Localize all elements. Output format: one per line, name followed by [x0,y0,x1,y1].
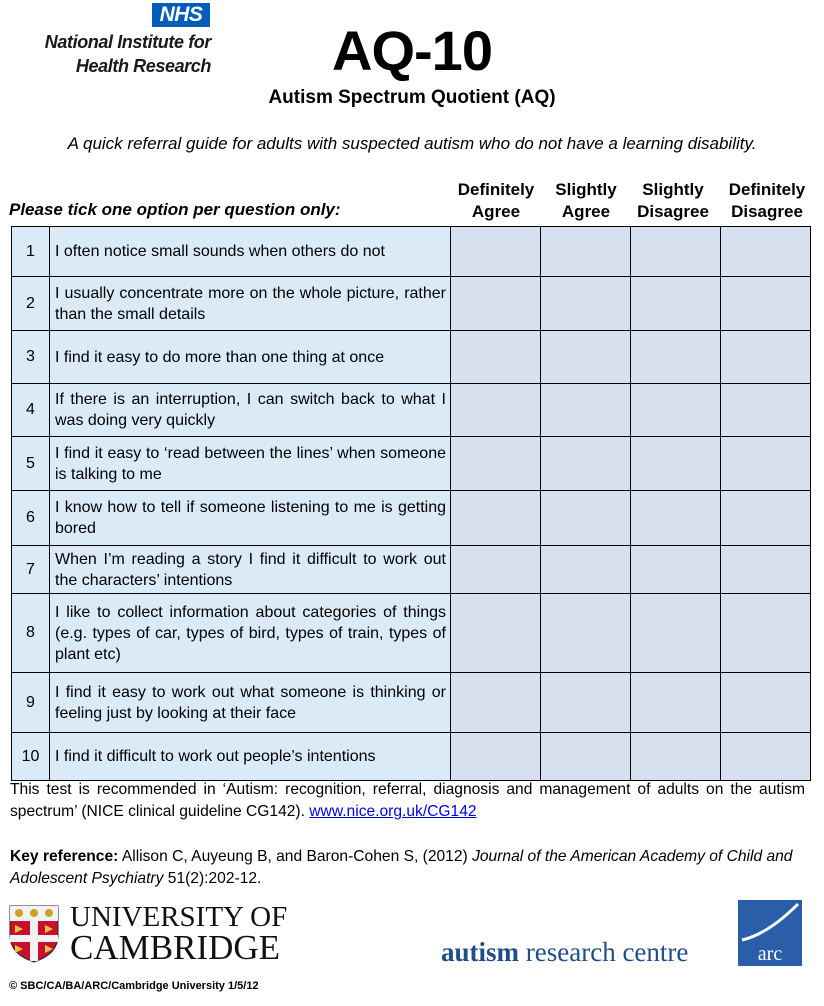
cambridge-wordmark-line2: CAMBRIDGE [70,928,281,967]
answer-cell-definitely-disagree[interactable] [721,594,811,673]
copyright-notice: © SBC/CA/BA/ARC/Cambridge University 1/5/12 [9,980,259,992]
answer-cell-definitely-agree[interactable] [451,546,541,594]
table-row [11,437,811,491]
answer-cell-definitely-agree[interactable] [451,226,541,277]
question-text-content: I find it easy to ‘read between the lines’ when someone is talking to me [55,444,446,483]
table-row [11,733,811,781]
answer-cell-definitely-disagree[interactable] [721,277,811,331]
cambridge-shield-icon [9,905,59,963]
column-header-line1: Slightly [642,180,704,199]
answer-cell-slightly-disagree[interactable] [631,277,721,331]
table-row [11,277,811,331]
question-text-content: I find it easy to do more than one thing at once [55,348,385,366]
key-reference-label: Key reference: [10,848,119,865]
question-text-content: I find it easy to work out what someone is thinking or feeling just by looking at their face [55,683,446,722]
answer-cell-slightly-agree[interactable] [541,331,631,384]
question-text [50,673,451,733]
question-text-content: I often notice small sounds when others do not [55,243,385,260]
intro-text: A quick referral guide for adults with suspected autism who do not have a learning disability. [67,134,757,153]
answer-cell-slightly-disagree[interactable] [631,733,721,781]
question-text [50,331,451,384]
question-text-content: When I’m reading a story I find it difficult to work out the characters’ intentions [55,550,446,589]
question-text-content: If there is an interruption, I can switch back to what I was doing very quickly [55,391,446,429]
answer-cell-slightly-disagree[interactable] [631,437,721,491]
answer-cell-definitely-disagree[interactable] [721,673,811,733]
answer-cell-slightly-agree[interactable] [541,594,631,673]
answer-cell-definitely-agree[interactable] [451,277,541,331]
table-row [11,384,811,437]
answer-cell-definitely-disagree[interactable] [721,384,811,437]
arc-wordmark-bold: autism [441,937,520,967]
answer-cell-slightly-disagree[interactable] [631,546,721,594]
answer-cell-slightly-agree[interactable] [541,491,631,546]
answer-cell-slightly-agree[interactable] [541,226,631,277]
answer-cell-definitely-disagree[interactable] [721,437,811,491]
recommendation-text [10,779,805,823]
question-text [50,733,451,781]
table-row [11,226,811,277]
answer-cell-definitely-agree[interactable] [451,384,541,437]
answer-cell-slightly-agree[interactable] [541,384,631,437]
answer-cell-definitely-agree[interactable] [451,594,541,673]
key-reference-citation: 51(2):202-12. [167,870,262,887]
answer-cell-slightly-disagree[interactable] [631,226,721,277]
question-text [50,546,451,594]
key-reference [10,846,805,890]
arc-wordmark-rest: research centre [525,937,689,967]
answer-cell-slightly-disagree[interactable] [631,673,721,733]
key-reference-authors: Allison C, Auyeung B, and Baron-Cohen S, (2012) [121,848,468,865]
question-text [50,491,451,546]
column-header-line2: Agree [561,202,611,221]
column-header-line1: Slightly [555,180,617,199]
answer-cell-slightly-agree[interactable] [541,437,631,491]
table-row [11,546,811,594]
answer-cell-slightly-agree[interactable] [541,673,631,733]
answer-cell-slightly-agree[interactable] [541,733,631,781]
answer-cell-slightly-agree[interactable] [541,546,631,594]
answer-cell-definitely-agree[interactable] [451,673,541,733]
column-header-slightly-disagree [628,179,718,223]
column-header-line1: Definitely [457,180,535,199]
column-header-line2: Disagree [637,202,709,221]
question-number: 7 [11,546,50,594]
answer-cell-definitely-disagree[interactable] [721,733,811,781]
question-text-content: I know how to tell if someone listening to me is getting bored [55,499,446,537]
question-text-content: I usually concentrate more on the whole picture, rather than the small details [55,284,446,323]
org-name-line1: National Institute for [44,32,211,52]
question-number: 10 [11,733,50,781]
question-text [50,277,451,331]
question-number: 1 [11,226,50,277]
answer-cell-definitely-disagree[interactable] [721,491,811,546]
answer-cell-slightly-disagree[interactable] [631,491,721,546]
question-text [50,594,451,673]
table-row [11,491,811,546]
column-header-definitely-agree [451,179,541,223]
question-text [50,384,451,437]
page-subtitle: Autism Spectrum Quotient (AQ) [268,87,556,108]
arc-logo-icon [738,900,802,966]
recommendation-body: This test is recommended in ‘Autism: recognition, referral, diagnosis and management of adults on the autism spectrum’ (NICE clinical guideline CG142). [10,781,805,820]
column-header-line2: Disagree [731,202,803,221]
nice-guideline-link[interactable]: www.nice.org.uk/CG142 [309,803,477,820]
question-table [11,226,811,781]
table-row [11,331,811,384]
answer-cell-definitely-disagree[interactable] [721,331,811,384]
answer-cell-slightly-disagree[interactable] [631,594,721,673]
arc-wordmark [441,936,688,968]
column-header-line2: Agree [471,202,521,221]
question-number: 5 [11,437,50,491]
page-title: AQ-10 [332,19,492,82]
nhs-logo: NHS [152,3,210,27]
arc-logo-text: arc [757,943,783,965]
answer-cell-definitely-agree[interactable] [451,733,541,781]
key-reference-journal: Journal of the American Academy of Child and Adolescent Psychiatry [10,848,793,887]
question-text [50,226,451,277]
question-number: 9 [11,673,50,733]
answer-cell-definitely-disagree[interactable] [721,226,811,277]
table-row [11,594,811,673]
answer-cell-slightly-agree[interactable] [541,277,631,331]
answer-cell-definitely-agree[interactable] [451,491,541,546]
column-header-slightly-agree [541,179,631,223]
table-row [11,673,811,733]
question-number: 6 [11,491,50,546]
question-text [50,437,451,491]
answer-cell-definitely-agree[interactable] [451,437,541,491]
answer-cell-definitely-disagree[interactable] [721,546,811,594]
question-number: 3 [11,331,50,384]
answer-cell-slightly-disagree[interactable] [631,384,721,437]
org-name-line2: Health Research [75,56,211,76]
answer-cell-slightly-disagree[interactable] [631,331,721,384]
answer-cell-definitely-agree[interactable] [451,331,541,384]
question-text-content: I like to collect information about categories of things (e.g. types of car, types of bird, types of train, types of plant etc) [55,603,446,663]
instruction-text: Please tick one option per question only: [9,200,341,219]
question-number: 2 [11,277,50,331]
question-text-content: I find it difficult to work out people’s intentions [55,748,376,765]
column-header-definitely-disagree [722,179,812,223]
question-number: 4 [11,384,50,437]
cambridge-wordmark-line1: UNIVERSITY OF [70,901,288,933]
question-number: 8 [11,594,50,673]
column-header-line1: Definitely [728,180,806,199]
